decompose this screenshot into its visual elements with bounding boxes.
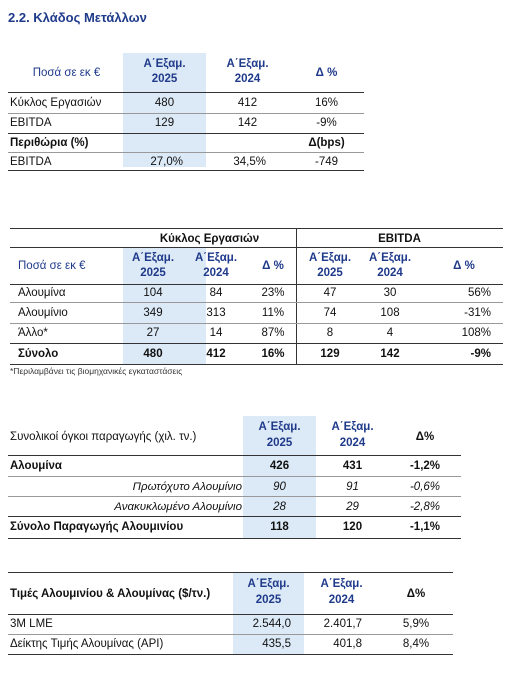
footnote: *Περιλαμβάνει τις βιομηχανικές εγκαταστάσεις [10,366,183,376]
row-label-revenue: Κύκλος Εργασιών [10,97,102,109]
cell-value: 16% [261,348,285,360]
header-h1-2025-line1: Α΄Εξαμ. [131,252,175,264]
cell-value: 34,5% [233,156,266,168]
header-h1-2025-line2: 2025 [255,594,282,606]
cell-value: 14 [209,327,223,339]
group-header-revenue: Κύκλος Εργασιών [159,233,260,245]
divider [8,654,453,655]
cell-value: 47 [323,287,337,299]
cell-value: -9% [470,348,491,360]
cell-value: 108% [461,327,491,339]
cell-value: 108 [380,307,400,319]
cell-value: 29 [346,501,359,513]
divider [10,284,503,285]
cell-value: 11% [261,307,285,319]
cell-value: 2.544,0 [252,618,291,630]
header-h1-2025-line1: Α΄Εξαμ. [258,421,301,433]
row-label-aluminium-total: Σύνολο Παραγωγής Αλουμινίου [10,521,184,533]
header-h1-2025-line2: 2025 [317,267,343,279]
cell-value: 426 [269,460,290,472]
row-label-total: Σύνολο [18,348,59,360]
divider [8,476,461,477]
cell-value: 91 [346,481,359,493]
divider [10,343,503,344]
header-h1-2024-line2: 2024 [339,437,366,449]
cell-value: 74 [323,307,337,319]
cell-value: 23% [261,287,285,299]
cell-value: 104 [143,287,163,299]
header-amounts: Ποσά σε εκ € [32,67,101,79]
header-delta: Δ % [315,67,338,79]
cell-value: -9% [316,117,337,129]
header-h1-2025-line2: 2025 [266,437,293,449]
header-h1-2024-line1: Α΄Εξαμ. [368,252,412,264]
cell-value: 412 [206,348,226,360]
cell-value: -2,8% [409,501,441,513]
cell-value: 8,4% [402,638,430,650]
header-delta: Δ% [406,588,426,600]
divider [10,323,503,324]
cell-value: 142 [380,348,400,360]
divider [8,516,461,517]
cell-value: 28 [273,501,286,513]
cell-value: 27 [146,327,160,339]
header-h1-2024-line1: Α΄Εξαμ. [226,58,269,70]
row-label-other: Άλλο* [18,327,48,339]
margins-unit: Δ(bps) [308,137,345,149]
row-label-ebitda: EBITDA [10,117,52,129]
cell-value: 435,5 [262,638,291,650]
cell-value: -749 [314,156,339,168]
header-delta: Δ% [415,431,435,443]
cell-value: 349 [143,307,163,319]
divider [8,496,461,497]
divider [8,634,453,635]
header-h1-2024-line2: 2024 [203,267,229,279]
divider [8,113,364,114]
row-label-3m-lme: 3M LME [10,618,53,630]
divider [10,247,503,248]
divider [10,228,503,229]
row-label-recycled-aluminium: Ανακυκλωμένο Αλουμίνιο [114,501,242,513]
cell-value: 313 [206,307,226,319]
cell-value: 480 [154,97,175,109]
header-h1-2024-line1: Α΄Εξαμ. [320,578,363,590]
row-label-alumina: Αλουμίνα [10,460,62,472]
cell-value: 431 [342,460,363,472]
cell-value: 30 [383,287,397,299]
divider [8,133,364,134]
cell-value: 56% [467,287,491,299]
header-h1-2024-line2: 2024 [234,73,261,85]
cell-value: 401,8 [333,638,362,650]
divider [8,455,461,456]
cell-value: 84 [209,287,223,299]
cell-value: 480 [143,348,163,360]
header-prices: Τιμές Αλουμινίου & Αλουμίνας ($/τν.) [10,588,211,600]
header-amounts: Ποσά σε εκ € [18,260,86,272]
header-h1-2025-line2: 2025 [151,73,178,85]
header-production-volumes: Συνολικοί όγκοι παραγωγής (χιλ. τν.) [10,431,197,443]
row-label-api: Δείκτης Τιμής Αλουμίνας (API) [10,638,164,650]
cell-value: 129 [154,117,175,129]
divider [8,614,453,615]
cell-value: 142 [237,117,258,129]
row-label-ebitda-margin: EBITDA [10,156,52,168]
cell-value: -31% [464,307,491,319]
cell-value: 4 [386,327,394,339]
row-label-primary-aluminium: Πρωτόχυτο Αλουμίνιο [132,481,242,493]
header-h1-2024-line2: 2024 [377,267,403,279]
group-header-ebitda: EBITDA [378,233,421,245]
section-title: 2.2. Κλάδος Μετάλλων [8,10,147,25]
row-label-alumina: Αλουμίνα [18,287,66,299]
cell-value: 2.401,7 [323,618,362,630]
cell-value: -1,1% [409,521,441,533]
cell-value: 90 [273,481,286,493]
cell-value: 120 [342,521,363,533]
divider [8,170,364,171]
header-h1-2024-line1: Α΄Εξαμ. [194,252,238,264]
divider [8,152,364,153]
divider [8,92,364,93]
header-h1-2024-line1: Α΄Εξαμ. [331,421,374,433]
margins-label: Περιθώρια (%) [10,137,89,149]
divider [8,538,461,539]
cell-value: 27,0% [150,156,183,168]
cell-value: 412 [237,97,258,109]
divider [10,364,503,365]
cell-value: -0,6% [409,481,441,493]
divider [8,572,453,573]
header-delta: Δ % [262,260,284,272]
cell-value: 16% [314,97,339,109]
header-delta: Δ % [453,260,475,272]
header-h1-2024-line2: 2024 [328,594,355,606]
header-h1-2025-line1: Α΄Εξαμ. [143,58,186,70]
cell-value: 129 [320,348,340,360]
header-h1-2025-line1: Α΄Εξαμ. [308,252,352,264]
cell-value: 118 [270,521,289,533]
cell-value: -1,2% [409,460,441,472]
divider [10,302,503,303]
cell-value: 5,9% [402,618,430,630]
cell-value: 87% [261,327,285,339]
header-h1-2025-line1: Α΄Εξαμ. [247,578,290,590]
row-label-aluminium: Αλουμίνιο [18,307,68,319]
header-h1-2025-line2: 2025 [140,267,166,279]
cell-value: 8 [326,327,334,339]
